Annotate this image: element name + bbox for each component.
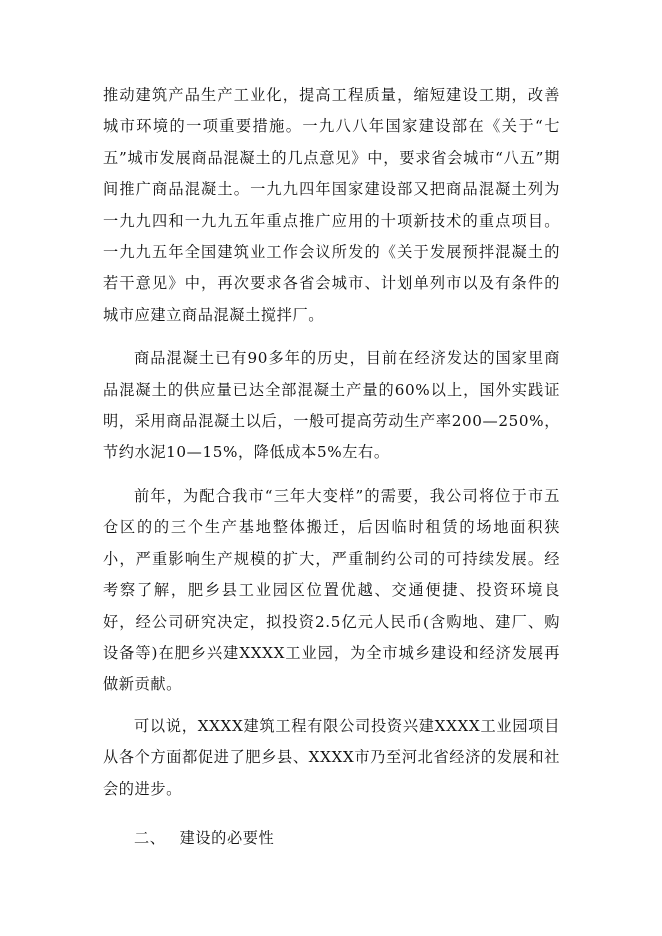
paragraph-company-relocation: 前年，为配合我市“三年大变样”的需要，我公司将位于市五仓区的的三个生产基地整体搬迁，后因临时租赁的场地面积狭小，严重影响生产规模的扩大，严重制约公司的可持续发展。经考察了解，肥乡县工业园区位置优越、交通便捷、投资环境良好，经公司研究决定，拟投资2.5亿元人民币(含购地、建厂、购设备等)在肥乡兴建XXXX工业园，为全市城乡建设和经济发展再做新贡献。 [103,486,560,694]
paragraph-promotion-history: 推动建筑产品生产工业化，提高工程质量，缩短建设工期，改善城市环境的一项重要措施。一九八八年国家建设部在《关于“七五”城市发展商品混凝土的几点意见》中，要求省会城市“八五”期间推广商品混凝土。一九九四年国家建设部又把商品混凝土列为一九九四和一九九五年重点推广应用的十项新技术的重点项目。一九九五年全国建筑业工作会议所发的《关于发展预拌混凝土的若干意见》中，再次要求各省会城市、计划单列市以及有条件的城市应建立商品混凝土搅拌厂。 [103,86,560,324]
paragraph-concrete-history: 商品混凝土已有90多年的历史，目前在经济发达的国家里商品混凝土的供应量已达全部混凝土产量的60%以上，国外实践证明，采用商品混凝土以后，一般可提高劳动生产率200—250%，节约水泥10—15%，降低成本5%左右。 [103,349,560,462]
section-title: 建设的必要性 [179,828,275,847]
section-number: 二、 [134,828,166,847]
section-heading [103,823,560,854]
document-body [103,80,560,854]
paragraph-project-significance: 可以说，XXXX建筑工程有限公司投资兴建XXXX工业园项目从各个方面都促进了肥乡县、XXXX市乃至河北省经济的发展和社会的进步。 [103,716,560,798]
